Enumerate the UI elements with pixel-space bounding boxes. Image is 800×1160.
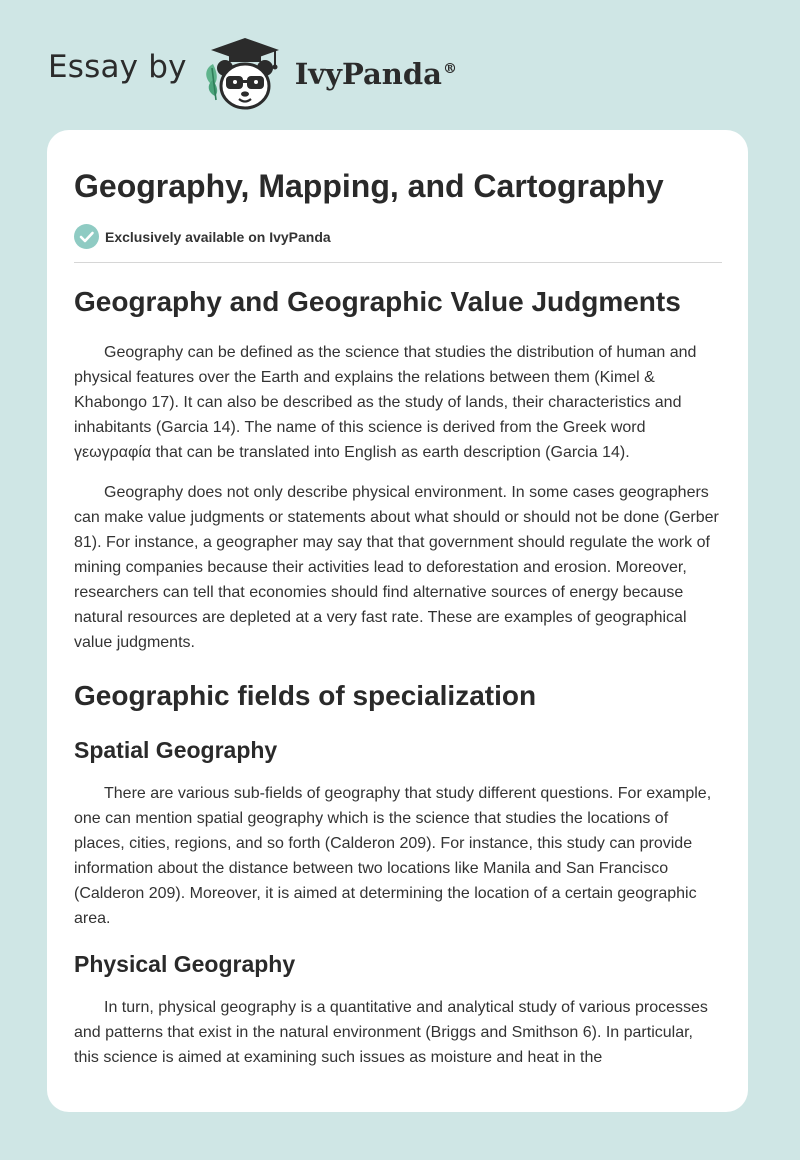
paragraph: In turn, physical geography is a quantitative and analytical study of various processes and patterns that exist in the natural environment (Briggs and Smithson 6). In particular, this science is aimed at examining such issues as moisture and heat in the xyxy=(74,999,708,1066)
brand-prefix: Essay by xyxy=(48,49,187,85)
brand-name[interactable]: IvyPanda® xyxy=(294,57,457,91)
section-heading-fields: Geographic fields of specialization xyxy=(74,680,537,711)
check-circle-icon xyxy=(74,224,99,249)
paragraph: Geography can be defined as the science that studies the distribution of human and physical features over the Earth and explains the relations between them (Kimel & Khabongo 17). It can also be described as the study of lands, their characteristics and inhabitants (Garcia 14). The name of this science is derived from the Greek word γεωγραφία that can be translated into English as earth description (Garcia 14). xyxy=(74,344,697,461)
site-header xyxy=(48,34,457,114)
subsection-heading-spatial: Spatial Geography xyxy=(74,737,278,763)
exclusive-badge xyxy=(74,224,722,249)
paragraph: Geography does not only describe physical environment. In some cases geographers can make value judgments or statements about what should or should not be done (Gerber 81). For instance, a geographer may say that that government should regulate the work of mining companies because their activities lead to deforestation and erosion. Moreover, researchers can tell that economies should find alternative sources of energy because natural resources are depleted at a very fast rate. These are examples of geographical value judgments. xyxy=(74,484,719,651)
section-heading-value-judgments: Geography and Geographic Value Judgments xyxy=(74,286,681,317)
registered-mark: ® xyxy=(442,61,457,78)
panda-graduate-logo-icon[interactable] xyxy=(199,34,291,114)
exclusive-badge-text: Exclusively available on IvyPanda xyxy=(105,228,331,245)
essay-title: Geography, Mapping, and Cartography xyxy=(74,168,664,204)
title-divider xyxy=(74,262,722,263)
essay-card xyxy=(47,130,748,1112)
paragraph: There are various sub-fields of geography that study different questions. For example, one can mention spatial geography which is the science that studies the locations of places, cities, regions, and so forth (Calderon 209). For instance, this study can provide information about the distance between two locations like Manila and San Francisco (Calderon 209). Moreover, it is aimed at determining the location of a certain geographic area. xyxy=(74,785,712,927)
subsection-heading-physical: Physical Geography xyxy=(74,951,296,977)
